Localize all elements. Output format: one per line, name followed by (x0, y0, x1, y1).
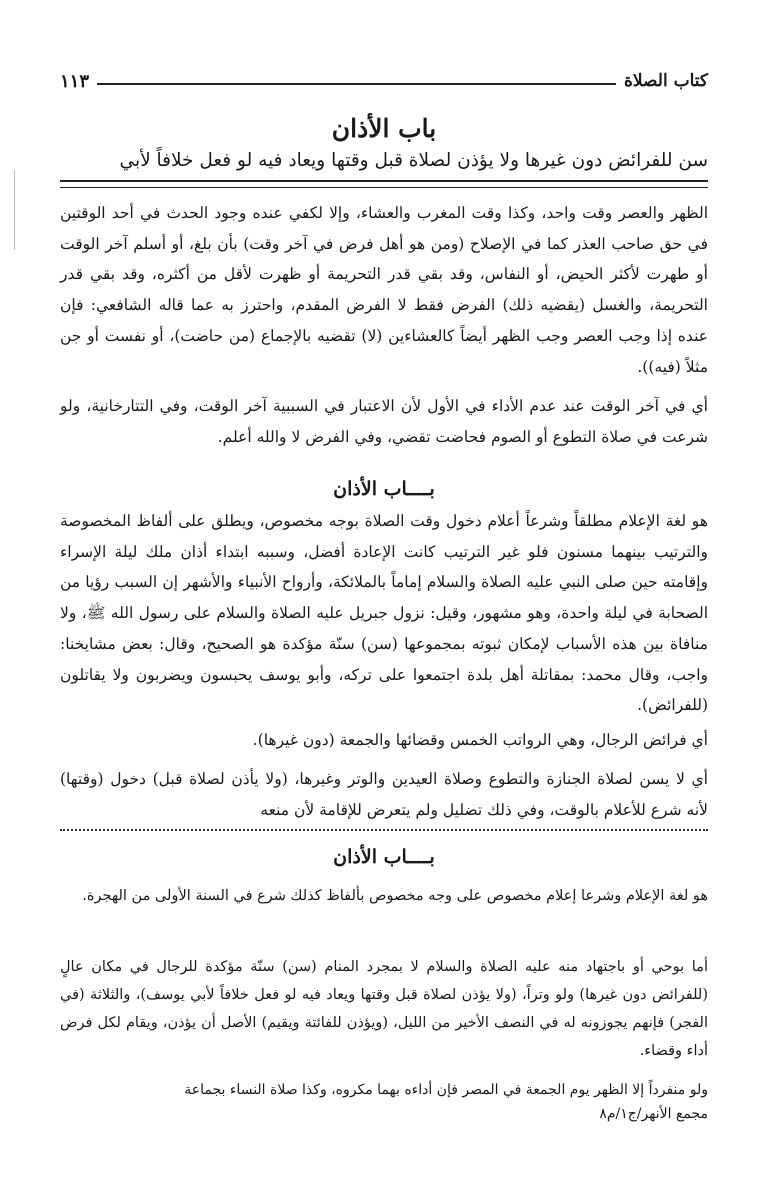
running-header (60, 68, 708, 94)
commentary-block (60, 725, 708, 756)
dotted-divider (60, 829, 708, 831)
commentary-sub-heading: بــــاب الأذان (333, 478, 435, 500)
commentary-paragraph: أي لا يسن لصلاة الجنازة والتطوع وصلاة العيدين والوتر وغيرها، (ولا يأذن لصلاة قبل) دخول (وقتها) لأنه شرع للأعلام بالوقت، وفي ذلك تضليل ولم يتعرض للإقامة لأن منعه (60, 770, 708, 819)
scan-edge-line (14, 170, 15, 250)
marginal-paragraph: أما بوحي أو باجتهاد منه عليه الصلاة والسلام لا بمجرد المنام (سن) سنّة مؤكدة للرجال في مكان عالٍ (للفرائض دون غيرها) ولو وتراً، (ولا يؤذن لصلاة قبل وقتها ويعاد فيه لو فعل خلافاً لأبي يوسف)، والثلاثة (في الفجر) فإنهم يجوزونه له في النصف الأخير من الليل، (ويؤذن للفائتة ويقيم) الأصل أن يؤذن، ويقام لكل فرض أداء وقضاء. (60, 959, 708, 1059)
footnote (60, 1078, 708, 1126)
commentary-block (60, 198, 708, 382)
marginal-block (60, 882, 708, 910)
matn-text: سن للفرائض دون غيرها ولا يؤذن لصلاة قبل وقتها ويعاد فيه لو فعل خلافاً لأبي (119, 150, 708, 171)
book-title: كتاب الصلاة (623, 71, 708, 91)
commentary-paragraph: الظهر والعصر وقت واحد، وكذا وقت المغرب والعشاء، وإلا لكفي عنده وجود الحدث في أحد الوقتين في حق صاحب العذر كما في الإصلاح (ومن هو أهل فرض في آخر وقت) بأن بلغ، أو أسلم آخر الوقت أو طهرت لأكثر الحيض، أو النفاس، وقد بقي قدر التحريمة أو ظهرت لأقل من أكثره، وقد بقي قدر التحريمة، والغسل (يقضيه ذلك) الفرض فقط لا الفرض المقدم، واحترز به عما قاله الشافعي: فإن عنده إذا وجب العصر وجب الظهر أيضاً كالعشاءين (لا) تقضيه بالإجماع (من حاضت)، أو نفست أو جن مثلاً (فيه)). (60, 204, 708, 376)
commentary-paragraph: أي في آخر الوقت عند عدم الأداء في الأول لأن الاعتبار في السببية آخر الوقت، وفي التتارخانية، ولو شرعت في صلاة التطوع أو الصوم فحاضت تقضي، وفي الفرض لا والله أعلم. (60, 397, 708, 446)
footnote-source: مجمع الأنهر/ج١/م٨ (599, 1106, 708, 1122)
marginal-sub-heading: بــــاب الأذان (333, 846, 435, 868)
page-number: ١١٣ (60, 70, 90, 92)
header-rule (97, 83, 616, 85)
footnote-text: ولو منفرداً إلا الظهر يوم الجمعة في المصر فإن أداءه بهما مكروه، وكذا صلاة النساء بجماعة (184, 1082, 708, 1098)
commentary-block (60, 506, 708, 721)
commentary-paragraph: هو لغة الإعلام مطلقاً وشرعاً أعلام دخول وقت الصلاة بوجه مخصوص، ويطلق على ألفاظ المخصوصة والترتيب بينهما مسنون فلو غير الترتيب كانت الإعادة أفضل، وسببه ابتداء أذان ملك ليلة الإسراء وإقامته حين صلى النبي عليه الصلاة والسلام إماماً بالملائكة، وأرواح الأنبياء والأشهر إن السبب رؤيا من الصحابة في ليلة واحدة، وهو مشهور، وقيل: نزول جبريل عليه الصلاة والسلام على رسول الله ﷺ، ولا منافاة بين هذه الأسباب لإمكان ثبوته بمجموعها (سن) سنّة مؤكدة هو الصحيح، وقال: بعض مشايخنا: واجب، وقال محمد: بمقاتلة أهل بلدة اجتمعوا على تركه، وأبو يوسف يحبسون ويضربون ولا يقاتلون (للفرائض). (60, 512, 708, 715)
commentary-block (60, 391, 708, 452)
chapter-title: باب الأذان (331, 114, 437, 143)
commentary-block (60, 764, 708, 825)
marginal-block (60, 953, 708, 1065)
commentary-paragraph: أي فرائض الرجال، وهي الرواتب الخمس وقضائها والجمعة (دون غيرها). (252, 731, 708, 749)
marginal-paragraph: هو لغة الإعلام وشرعا إعلام مخصوص على وجه مخصوص بألفاظ كذلك شرع في السنة الأولى من الهجرة. (82, 888, 708, 904)
section-divider (60, 180, 708, 188)
